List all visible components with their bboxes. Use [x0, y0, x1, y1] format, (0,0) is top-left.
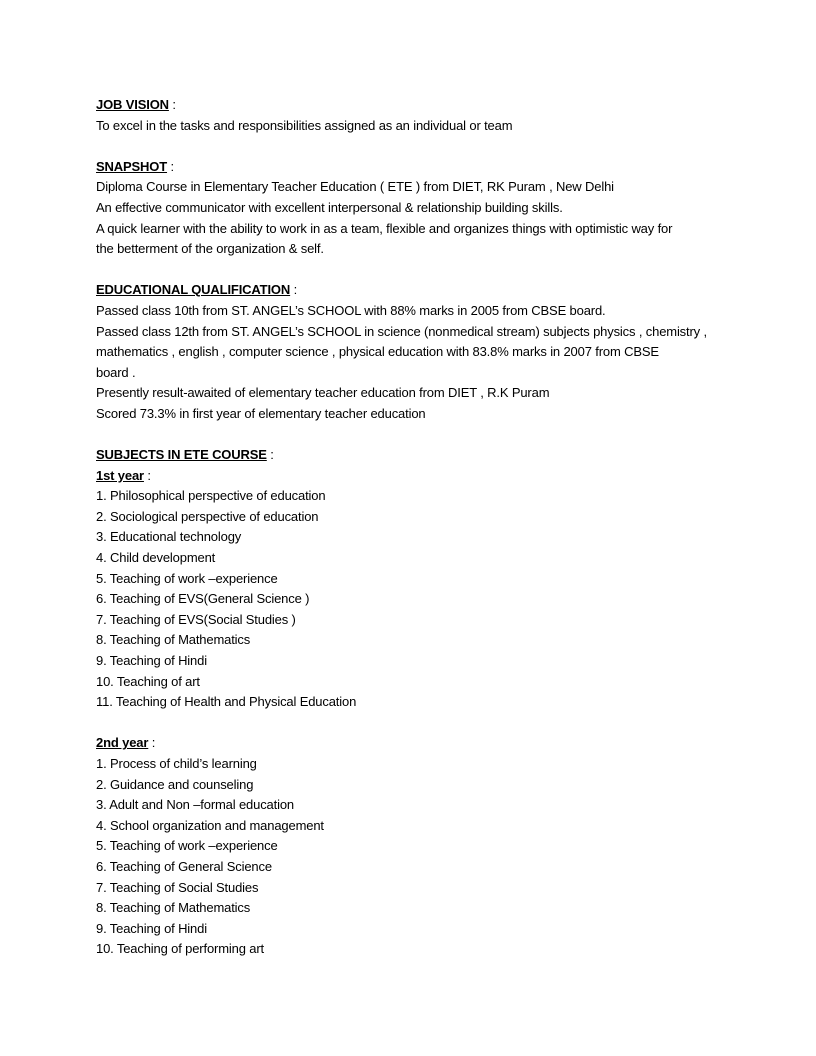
list-item: 5. Teaching of work –experience [96, 838, 278, 854]
snapshot-line: An effective communicator with excellent interpersonal & relationship building skills. [96, 199, 563, 215]
list-item: 4. School organization and management [96, 817, 324, 833]
education-line: board . [96, 364, 136, 380]
list-item: 10. Teaching of art [96, 673, 200, 689]
first-year-heading-line [96, 466, 736, 487]
education-line: Passed class 10th from ST. ANGEL’s SCHOOL with 88% marks in 2005 from CBSE board. [96, 302, 606, 318]
first-year-heading: 1st year [96, 467, 144, 483]
education-heading-line [96, 280, 736, 301]
list-item: 8. Teaching of Mathematics [96, 900, 251, 916]
education-line: Scored 73.3% in first year of elementary teacher education [96, 405, 426, 421]
second-year-colon: : [148, 735, 156, 751]
resume-page [96, 95, 736, 960]
education-line: Passed class 12th from ST. ANGEL’s SCHOOL in science (nonmedical stream) subjects physics , chemistry , [96, 323, 707, 339]
list-item: 11. Teaching of Health and Physical Education [96, 694, 357, 710]
second-year-heading-line [96, 733, 736, 754]
list-item: 3. Educational technology [96, 529, 242, 545]
spacer [96, 425, 736, 446]
list-item: 8. Teaching of Mathematics [96, 632, 251, 648]
list-item: 2. Sociological perspective of education [96, 508, 319, 524]
education-heading: EDUCATIONAL QUALIFICATION [96, 282, 291, 298]
list-item: 5. Teaching of work –experience [96, 570, 278, 586]
list-item: 10. Teaching of performing art [96, 941, 264, 957]
list-item: 6. Teaching of EVS(General Science ) [96, 591, 310, 607]
education-line: mathematics , english , computer science , physical education with 83.8% marks in 2007 from CBSE [96, 344, 659, 360]
spacer [96, 260, 736, 281]
job-vision-heading-line [96, 95, 736, 116]
education-colon: : [290, 282, 298, 298]
subjects-colon: : [266, 447, 274, 463]
subjects-heading: SUBJECTS IN ETE COURSE [96, 447, 267, 463]
first-year-colon: : [143, 467, 151, 483]
snapshot-line: A quick learner with the ability to work in as a team, flexible and organizes things with optimistic way for [96, 220, 673, 236]
second-year-heading: 2nd year [96, 735, 149, 751]
snapshot-line: the betterment of the organization & self. [96, 241, 324, 257]
education-line: Presently result-awaited of elementary teacher education from DIET , R.K Puram [96, 385, 550, 401]
list-item: 1. Process of child’s learning [96, 756, 257, 771]
list-item: 2. Guidance and counseling [96, 776, 254, 792]
list-item: 9. Teaching of Hindi [96, 920, 207, 936]
spacer [96, 713, 736, 734]
snapshot-line: Diploma Course in Elementary Teacher Education ( ETE ) from DIET, RK Puram , New Delhi [96, 179, 614, 195]
list-item: 1. Philosophical perspective of education [96, 488, 326, 504]
job-vision-heading: JOB VISION [96, 97, 169, 112]
list-item: 6. Teaching of General Science [96, 858, 272, 874]
list-item: 7. Teaching of EVS(Social Studies ) [96, 611, 296, 627]
snapshot-heading-line [96, 157, 736, 178]
list-item: 4. Child development [96, 550, 216, 566]
snapshot-heading: SNAPSHOT [96, 158, 168, 174]
job-vision-text: To excel in the tasks and responsibilities assigned as an individual or team [96, 117, 513, 133]
job-vision-colon: : [168, 97, 176, 112]
subjects-heading-line [96, 445, 736, 466]
snapshot-colon: : [167, 158, 174, 174]
list-item: 3. Adult and Non –formal education [96, 797, 294, 813]
list-item: 7. Teaching of Social Studies [96, 879, 259, 895]
spacer [96, 136, 736, 157]
list-item: 9. Teaching of Hindi [96, 653, 207, 669]
